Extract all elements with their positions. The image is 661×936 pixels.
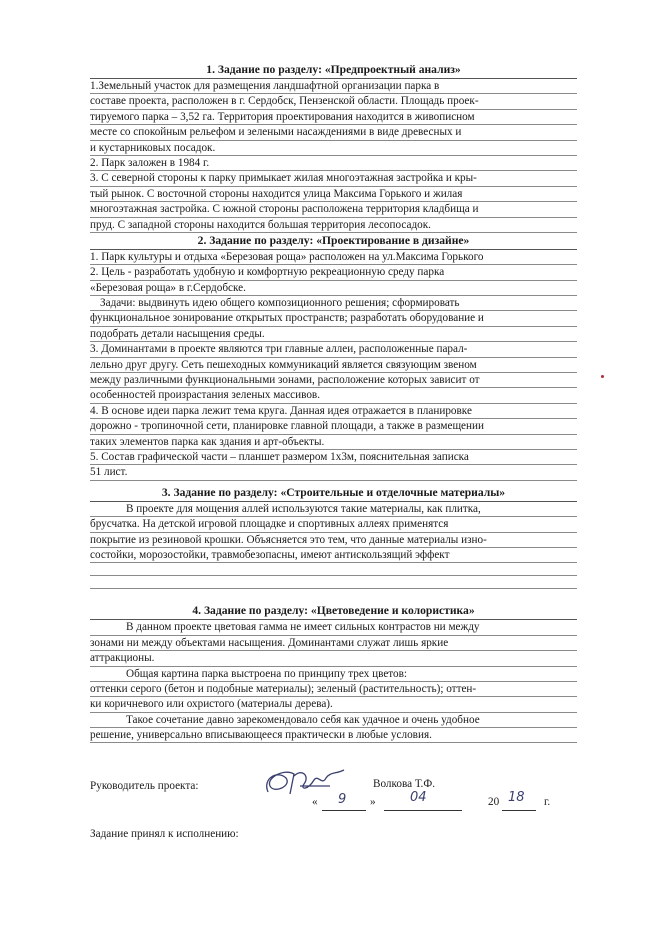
section-2-line: 5. Состав графической части – планшет размером 1х3м, пояснительная записка: [90, 450, 577, 465]
section-4-line: Общая картина парка выстроена по принципу трех цветов:: [90, 667, 577, 682]
section-2-line: между различными функциональными зонами, расположение которых зависит от: [90, 373, 577, 388]
section-3-line: покрытие из резиновой крошки. Объясняется это тем, что данные материалы изно-: [90, 533, 577, 548]
task-document: [90, 62, 577, 743]
section-2-line: Задачи: выдвинуть идею общего композиционного решения; сформировать: [90, 296, 577, 311]
section-1-line: многоэтажная застройка. С южной стороны расположена территория кладбища и: [90, 202, 577, 217]
section-1-line: тируемого парка – 3,52 га. Территория проектирования находится в живописном: [90, 110, 577, 125]
section-1-line: тый рынок. С восточной стороны находится улица Максима Горького и жилая: [90, 187, 577, 202]
section-4-title: 4. Задание по разделу: «Цветоведение и колористика»: [90, 603, 577, 620]
section-1-line: 2. Парк заложен в 1984 г.: [90, 156, 577, 171]
quote-close: »: [370, 796, 376, 808]
section-1-line: и кустарниковых посадок.: [90, 141, 577, 156]
quote-open: «: [312, 796, 318, 808]
year-unit: г.: [544, 796, 551, 808]
section-2-line: 3. Доминантами в проекте являются три главные аллеи, расположенные парал-: [90, 342, 577, 357]
section-2-line: 4. В основе идеи парка лежит тема круга. Данная идея отражается в планировке: [90, 404, 577, 419]
section-1-title: 1. Задание по разделу: «Предпроектный анализ»: [90, 62, 577, 79]
section-4-line: В данном проекте цветовая гамма не имеет сильных контрастов ни между: [90, 620, 577, 635]
accepted-label: Задание принял к исполнению:: [90, 828, 239, 840]
section-4-line: зонами ни между объектами насыщения. Доминантами служат лишь яркие: [90, 636, 577, 651]
section-4-line: решение, универсально вписывающееся практически в любые условия.: [90, 728, 577, 743]
section-3-title: 3. Задание по разделу: «Строительные и отделочные материалы»: [90, 485, 577, 502]
section-4-line: ки коричневого или охристого (материалы дерева).: [90, 697, 577, 712]
section-2-line: особенностей произрастания зеленых массивов.: [90, 388, 577, 403]
year-suffix: 18: [508, 790, 525, 805]
section-2-line: 1. Парк культуры и отдыха «Березовая роща» расположен на ул.Максима Горького: [90, 250, 577, 265]
section-4-line: оттенки серого (бетон и подобные материалы); зеленый (растительность); оттен-: [90, 682, 577, 697]
section-2-line: дорожно - тропиночной сети, планировке главной площади, а также в размещении: [90, 419, 577, 434]
supervisor-name: Волкова Т.Ф.: [373, 778, 435, 790]
section-3-line: В проекте для мощения аллей используются такие материалы, как плитка,: [90, 502, 577, 517]
section-2-line: 51 лист.: [90, 465, 577, 480]
signature-block: [90, 778, 577, 840]
supervisor-label: Руководитель проекта:: [90, 780, 199, 792]
section-3-blank-line: [90, 576, 577, 589]
section-1-line: 3. С северной стороны к парку примыкает жилая многоэтажная застройка и кры-: [90, 171, 577, 186]
month-value: 04: [410, 790, 427, 805]
section-3-blank-line: [90, 563, 577, 576]
section-3-line: состойки, морозостойки, травмобезопасны, имеют антискользящий эффект: [90, 548, 577, 563]
section-2-line: 2. Цель - разработать удобную и комфортную рекреационную среду парка: [90, 265, 577, 280]
section-2-line: лельно друг другу. Сеть пешеходных коммуникаций является связующим звеном: [90, 358, 577, 373]
section-1-line: составе проекта, расположен в г. Сердобск, Пензенской области. Площадь проек-: [90, 94, 577, 109]
section-1-line: месте со спокойным рельефом и зелеными насаждениями в виде древесных и: [90, 125, 577, 140]
section-1-line: 1.Земельный участок для размещения ландшафтной организации парка в: [90, 79, 577, 94]
section-2-line: таких элементов парка как здания и арт-объекты.: [90, 435, 577, 450]
section-2-line: функциональное зонирование открытых пространств; разработать оборудование и: [90, 311, 577, 326]
section-2-line: «Березовая роща» в г.Сердобске.: [90, 281, 577, 296]
section-3-line: брусчатка. На детской игровой площадке и спортивных аллеях применятся: [90, 517, 577, 532]
ink-dot: [601, 375, 604, 378]
section-1-line: пруд. С западной стороны находится большая территория лесопосадок.: [90, 218, 577, 233]
year-prefix: 20: [488, 796, 500, 808]
section-4-line: Такое сочетание давно зарекомендовало себя как удачное и очень удобное: [90, 713, 577, 728]
section-2-line: подобрать детали насыщения среды.: [90, 327, 577, 342]
section-4-line: аттракционы.: [90, 651, 577, 666]
day-value: 9: [338, 792, 347, 807]
section-2-title: 2. Задание по разделу: «Проектирование в дизайне»: [90, 233, 577, 250]
